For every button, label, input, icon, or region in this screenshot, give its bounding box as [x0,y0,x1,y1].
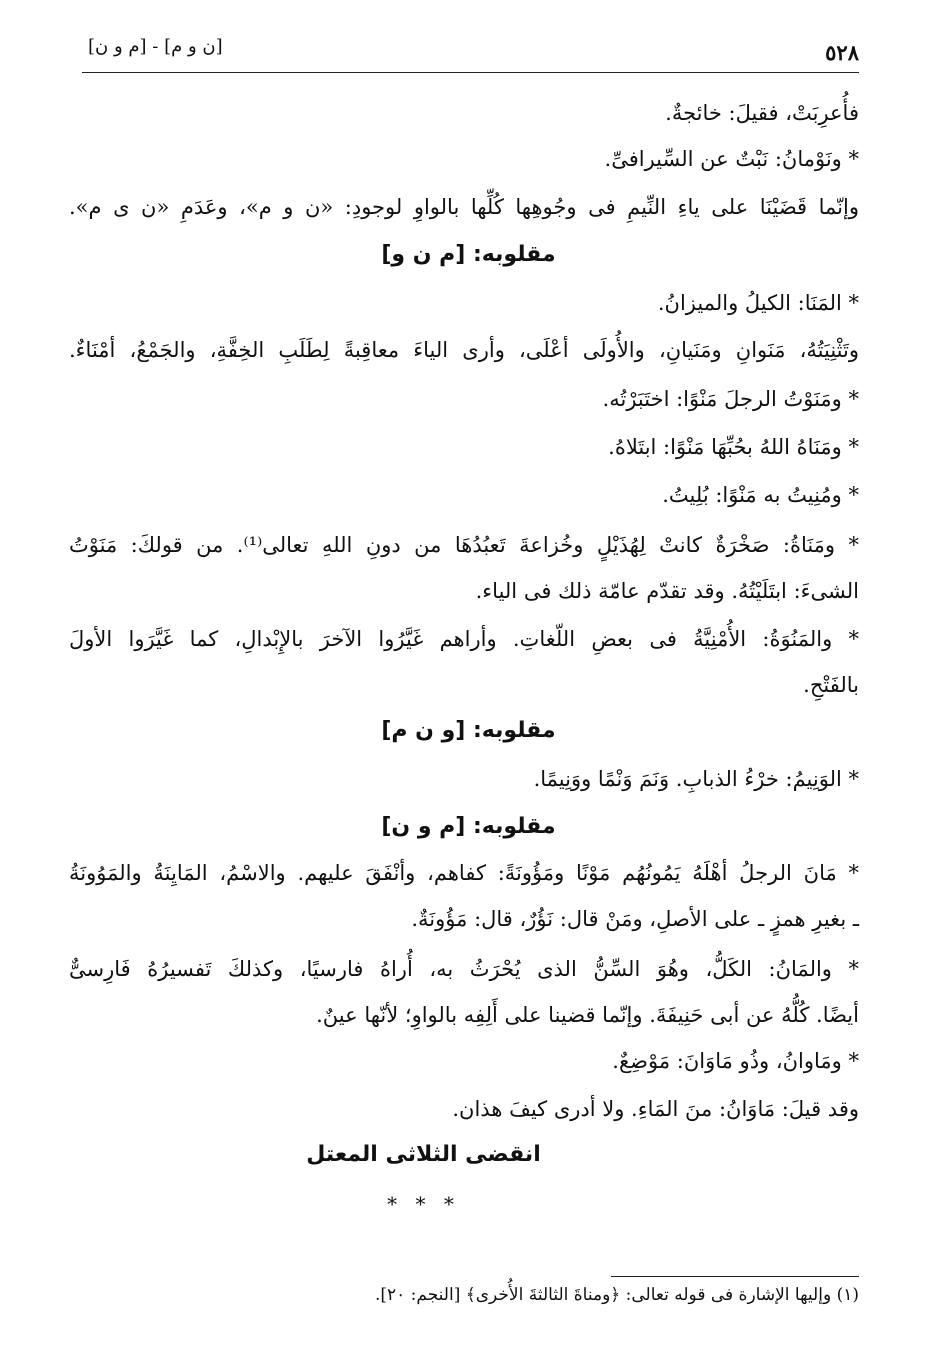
text-line: * المَنَا: الكيلُ والميزانُ. [657,291,859,315]
text-line: وتَثْنِيَتُهُ، مَنَوانِ ومَنَيانِ، والأُولَى أعْلَى، وأرى الياءَ معاقِبةً لِطَلَبِ الخِفَّةِ، والجَمْعُ، أمْنَاءٌ. [69,338,859,362]
section-heading: مقلوبه: [م ن و] [381,242,556,267]
text-line: وقد قيلَ: مَاوَانُ: منَ المَاءِ. ولا أدرى كيفَ هذان. [452,1097,859,1121]
section-heading: مقلوبه: [م و ن] [381,814,556,839]
text-line: فأُعرِبَتْ، فقيلَ: خائجةٌ. [665,101,859,125]
text-line: * مَانَ الرجلُ أهْلَهُ يَمُونُهُم مَوْنًا ومَؤُونَةً: كفاهم، وأنْفَقَ عليهم. والاسْمُ، المَايِنَةُ والمَوُونَةُ [69,861,859,885]
footnote-rule [611,1276,859,1277]
text-line: * ومَاوانُ، وذُو مَاوَانَ: مَوْضِعٌ. [612,1049,859,1073]
footnote: (١) وإليها الإشارة فى قوله تعالى: ﴿ومناةَ الثالثةَ الأُخرى﴾ [النجم: ٢٠]. [374,1285,859,1305]
text-line: وإنّما قَضَيْنَا على ياءِ النِّيمِ فى وجُوهِها كُلِّها بالواوِ لوجودِ: «ن و م»، وعَدَمِ «ن ى م». [69,195,859,219]
text-line: * ومَنَوْتُ الرجلَ مَنْوًا: اختَبَرْتُه. [602,387,859,411]
text-line: بالفَتْحِ. [803,673,859,697]
text-line: * ومَنَاةُ: صَخْرَةٌ كانتْ لِهُذَيْلٍ وخُزاعةَ تَعبُدُهَا من دونِ اللهِ تعالى⁽¹⁾. من قولكَ: مَنَوْتُ [69,533,860,557]
page-number: ٥٢٨ [825,40,859,65]
text-line: * ونَوْمانُ: نَبْتٌ عن السِّيرافىِّ. [604,147,859,171]
text-line: أيضًا. كُلُّهُ عن أبى حَنِيفَةَ. وإنّما قضينا على أَلِفِه بالواوِ؛ لأنّها عينٌ. [316,1003,859,1027]
section-heading: مقلوبه: [و ن م] [381,718,556,743]
header-rule [82,72,859,73]
text-line: ـ بغيرِ همزٍ ـ على الأصلِ، ومَنْ قال: نَؤُرٌ، قال: مَؤُونَةٌ. [411,907,859,931]
section-separator-stars: * * * [387,1192,460,1216]
text-line: * ومُنِيتُ به مَنْوًا: بُلِيتُ. [662,483,859,507]
text-line: * والمَانُ: الكَلُّ، وهُوَ السِّنُّ الذى يُحْرَثُ به، أُراهُ فارسيًا، وكذلكَ تَفسيرُهُ فَارِسىٌّ [69,957,859,981]
text-line: الشىءَ: ابتَلَيْتُهُ. وقد تقدّم عامّة ذلك فى الياء. [475,579,859,603]
running-title: [ن و م] - [م و ن] [88,36,223,57]
text-line: * الوَنِيمُ: خرْءُ الذبابِ. وَنَمَ وَنْمًا ووَنِيمًا. [533,767,859,791]
text-line: * ومَنَاهُ اللهُ بحُبِّهَا مَنْوًا: ابتَلاهُ. [608,435,859,459]
ending-heading: انقضى الثلاثى المعتل [306,1142,541,1167]
text-line: * والمَنُوَةُ: الأُمْنِيَّةُ فى بعضِ اللّغاتِ. وأراهم غَيَّرُوا الآخرَ بالإِبْدالِ، كما غَيَّرَوا الأولَ [69,627,859,651]
